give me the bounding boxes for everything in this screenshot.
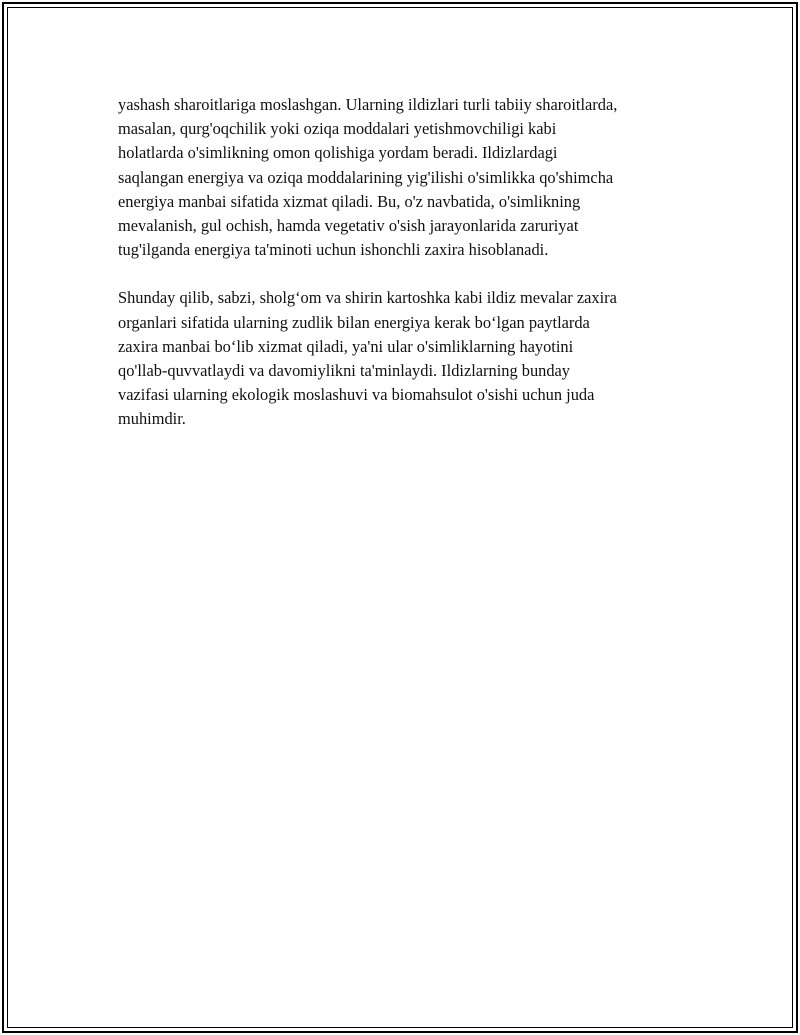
text-line: muhimdir. (118, 409, 186, 429)
text-line: masalan, qurg'oqchilik yoki oziqa moddalari yetishmovchiligi kabi (118, 119, 557, 139)
text-line: vazifasi ularning ekologik moslashuvi va biomahsulot o'sishi uchun juda (118, 385, 595, 405)
document-body (118, 93, 698, 456)
paragraph-2 (118, 286, 698, 431)
text-line: organlari sifatida ularning zudlik bilan energiya kerak bo‘lgan paytlarda (118, 312, 590, 332)
text-line: mevalanish, gul ochish, hamda vegetativ o'sish jarayonlarida zaruriyat (118, 216, 579, 236)
paragraph-1 (118, 93, 698, 262)
text-line: qo'llab-quvvatlaydi va davomiylikni ta'minlaydi. Ildizlarning bunday (118, 361, 570, 381)
text-line: energiya manbai sifatida xizmat qiladi. Bu, o'z navbatida, o'simlikning (118, 191, 581, 211)
text-line: tug'ilganda energiya ta'minoti uchun ishonchli zaxira hisoblanadi. (118, 240, 549, 260)
text-line: saqlangan energiya va oziqa moddalarining yig'ilishi o'simlikka qo'shimcha (118, 167, 614, 187)
text-line: holatlarda o'simlikning omon qolishiga yordam beradi. Ildizlardagi (118, 143, 558, 163)
text-line: zaxira manbai bo‘lib xizmat qiladi, ya'ni ular o'simliklarning hayotini (118, 336, 574, 356)
text-line: Shunday qilib, sabzi, sholg‘om va shirin kartoshka kabi ildiz mevalar zaxira (118, 288, 617, 308)
text-line: yashash sharoitlariga moslashgan. Ularning ildizlari turli tabiiy sharoitlarda, (118, 95, 618, 114)
